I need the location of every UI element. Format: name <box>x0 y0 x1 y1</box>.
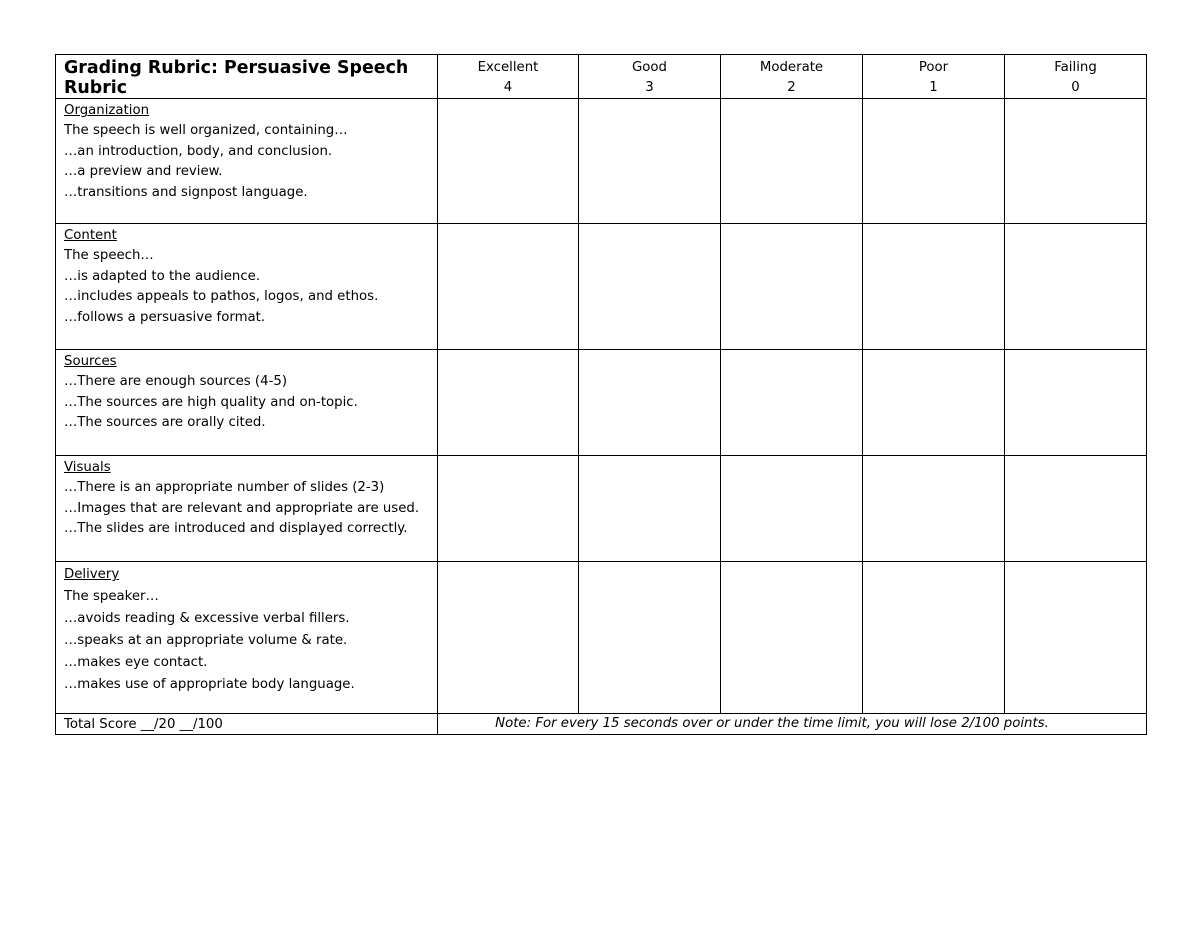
level-poor <box>863 55 1005 99</box>
criterion-heading: Delivery <box>64 567 120 582</box>
criterion-cell <box>56 99 438 224</box>
score-cell[interactable] <box>438 99 579 224</box>
score-cell[interactable] <box>1005 562 1147 714</box>
time-limit-note: Note: For every 15 seconds over or under the time limit, you will lose 2/100 points. <box>438 714 1147 735</box>
score-cell[interactable] <box>438 350 579 456</box>
score-cell[interactable] <box>863 562 1005 714</box>
score-cell[interactable] <box>579 350 721 456</box>
score-cell[interactable] <box>863 99 1005 224</box>
criterion-line: The speech… <box>64 248 154 264</box>
score-cell[interactable] <box>863 224 1005 350</box>
criterion-row-sources <box>56 350 1147 456</box>
criterion-line: …a preview and review. <box>64 164 223 180</box>
level-points: 4 <box>503 79 513 95</box>
score-cell[interactable] <box>863 350 1005 456</box>
header-row <box>56 55 1147 99</box>
criterion-line: The speech is well organized, containing… <box>64 123 348 139</box>
criterion-line: The speaker… <box>64 589 159 604</box>
score-cell[interactable] <box>863 456 1005 562</box>
criterion-line: …There is an appropriate number of slides (2-3) <box>64 480 385 496</box>
criterion-line: …is adapted to the audience. <box>64 268 261 284</box>
criterion-line: …There are enough sources (4-5) <box>64 374 288 390</box>
footer-row <box>56 714 1147 735</box>
criterion-row-content <box>56 224 1147 350</box>
criterion-line: …avoids reading & excessive verbal fillers. <box>64 611 350 626</box>
criterion-row-organization <box>56 99 1147 224</box>
score-cell[interactable] <box>721 562 863 714</box>
rubric-title: Grading Rubric: Persuasive Speech Rubric <box>56 55 438 99</box>
score-cell[interactable] <box>438 456 579 562</box>
score-cell[interactable] <box>579 456 721 562</box>
total-score: Total Score __/20 __/100 <box>56 714 438 735</box>
criterion-row-visuals <box>56 456 1147 562</box>
criterion-line: …includes appeals to pathos, logos, and ethos. <box>64 289 379 305</box>
criterion-heading: Organization <box>64 103 150 118</box>
level-label: Moderate <box>759 60 824 75</box>
level-failing <box>1005 55 1147 99</box>
criterion-row-delivery <box>56 562 1147 714</box>
level-points: 3 <box>645 79 654 95</box>
score-cell[interactable] <box>721 456 863 562</box>
criterion-heading: Visuals <box>64 460 111 475</box>
level-points: 2 <box>787 79 796 95</box>
score-cell[interactable] <box>438 224 579 350</box>
level-label: Good <box>631 60 667 75</box>
criterion-line: …The sources are orally cited. <box>64 415 266 431</box>
criterion-heading: Sources <box>64 354 117 369</box>
criterion-line: …makes use of appropriate body language. <box>64 677 355 692</box>
score-cell[interactable] <box>579 562 721 714</box>
criterion-cell <box>56 562 438 714</box>
level-moderate <box>721 55 863 99</box>
level-label: Failing <box>1054 60 1097 75</box>
level-label: Excellent <box>477 60 539 75</box>
criterion-line: …The sources are high quality and on-topic. <box>64 394 358 410</box>
criterion-line: …The slides are introduced and displayed correctly. <box>64 521 408 537</box>
score-cell[interactable] <box>1005 456 1147 562</box>
rubric-table <box>55 54 1147 735</box>
criterion-cell <box>56 224 438 350</box>
score-cell[interactable] <box>579 224 721 350</box>
level-good <box>579 55 721 99</box>
score-cell[interactable] <box>721 99 863 224</box>
level-points: 1 <box>929 79 938 95</box>
level-label: Poor <box>918 60 949 75</box>
score-cell[interactable] <box>721 350 863 456</box>
score-cell[interactable] <box>438 562 579 714</box>
score-cell[interactable] <box>1005 350 1147 456</box>
level-excellent <box>438 55 579 99</box>
criterion-cell <box>56 350 438 456</box>
criterion-heading: Content <box>64 228 117 243</box>
criterion-line: …speaks at an appropriate volume & rate. <box>64 633 348 648</box>
criterion-line: …makes eye contact. <box>64 655 208 670</box>
score-cell[interactable] <box>1005 224 1147 350</box>
score-cell[interactable] <box>1005 99 1147 224</box>
score-cell[interactable] <box>721 224 863 350</box>
score-cell[interactable] <box>579 99 721 224</box>
level-points: 0 <box>1071 79 1080 95</box>
criterion-line: …Images that are relevant and appropriate are used. <box>64 500 420 516</box>
criterion-line: …an introduction, body, and conclusion. <box>64 143 333 159</box>
criterion-cell <box>56 456 438 562</box>
criterion-line: …follows a persuasive format. <box>64 309 266 325</box>
criterion-line: …transitions and signpost language. <box>64 184 308 200</box>
